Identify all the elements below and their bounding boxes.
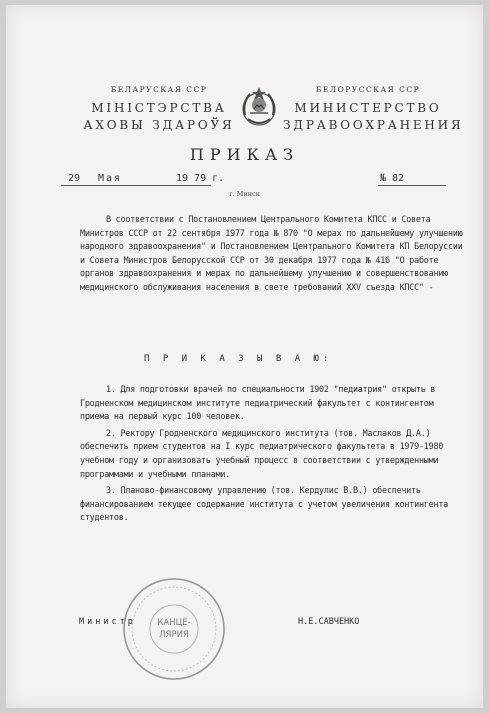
- republic-name-ru: БЕЛОРУССКАЯ ССР: [315, 85, 421, 94]
- ministry-name-by-2: АХОВЫ ЗДАРОЎЯ: [83, 118, 235, 132]
- stamp-text-2: ЛЯРИЯ: [159, 630, 189, 640]
- order-month: Мая: [98, 173, 123, 184]
- order-year: 19 79 г.: [176, 173, 225, 184]
- stamp-text-1: КАНЦЕ-: [157, 618, 191, 628]
- order-day: 29: [68, 173, 81, 184]
- order-item-1: 1. Для подготовки врачей по специальности 1902 "педиатрия" открыть в Гродненском медицинском институте педиатрический факультет с контингентом приема на первый курс 100 человек.: [80, 384, 436, 422]
- signatory-title: Министр: [79, 617, 136, 627]
- ministry-header-russian: [283, 85, 464, 134]
- orders-heading: П Р И К А З Ы В А Ю:: [144, 354, 333, 364]
- office-stamp: [120, 575, 228, 683]
- order-item-2: 2. Ректору Гродненского медицинского института (тов. Маслаков Д.А.) обеспечить прием студентов на I курс педиатрического факультета в 1979-1980 учебном году и организовать учебный процесс в соответствии с утвержденными программами и учебными планами.: [80, 427, 444, 479]
- order-item-3: 3. Планово-финансовому управлению (тов. Кердулис В.В.) обеспечить финансированием текущее содержание института с учетом увеличения контингента студентов.: [80, 485, 449, 523]
- ministry-name-by-1: МІНІСТЭРСТВА: [91, 101, 227, 115]
- signatory-name: Н.Е.САВЧЕНКО: [298, 617, 360, 627]
- order-city: г. Минск: [229, 190, 260, 198]
- ministry-name-ru-2: ЗДРАВООХРАНЕНИЯ: [283, 118, 464, 132]
- document-page: [6, 5, 483, 708]
- number-underline: [378, 185, 446, 186]
- republic-name-by: БЕЛАРУСКАЯ ССР: [110, 85, 208, 94]
- ministry-header-belarusian: [74, 85, 244, 134]
- order-items: [80, 383, 466, 528]
- state-emblem-icon: [236, 85, 282, 131]
- document-title: ПРИКАЗ: [189, 145, 300, 164]
- order-number: № 82: [380, 173, 405, 184]
- ministry-name-ru-1: МИНИСТЕРСТВО: [294, 101, 442, 115]
- preamble-paragraph: [80, 213, 466, 295]
- preamble-text: В соответствии с Постановлением Центрального Комитета КПСС и Совета Министров СССР от 22 сентября 1977 года № 870 "О мерах по дальнейшему улучшению народного здравоохранения" и Постановлением Центрального Комитета КП Белоруссии и Совета Министров Белорусской ССР от 30 декабря 1977 года № 416 "О работе органов здравоохранения и мерах по дальнейшему улучшению и совершенствованию медицинского обслуживания населения в свете требований XXV съезда КПСС" -: [80, 214, 463, 292]
- date-underline: [61, 185, 211, 186]
